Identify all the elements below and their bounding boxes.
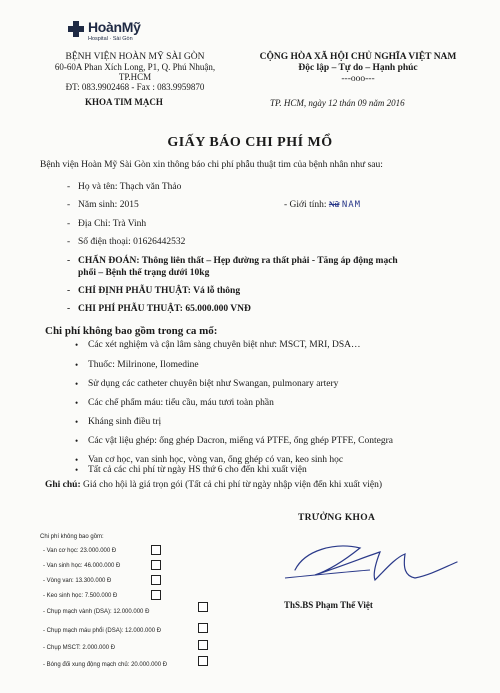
handwritten-signature xyxy=(275,530,475,600)
hospital-address: 60-60A Phan Xích Long, P1, Q. Phú Nhuận, TP.HCM xyxy=(54,62,216,82)
surgery-label: CHỈ ĐỊNH PHẪU THUẬT: xyxy=(78,286,191,296)
hospital-name: BỆNH VIỆN HOÀN MỸ SÀI GÒN xyxy=(65,52,205,62)
cost-item-aortic-balloon: - Bóng đối xung động mạch chủ: 20.000.000 Đ xyxy=(43,662,168,668)
cost-item-mechanical-valve: - Van cơ học: 23.000.000 Đ xyxy=(43,548,117,554)
department-name: KHOA TIM MẠCH xyxy=(85,97,163,107)
patient-address-label: Địa Chỉ: xyxy=(78,219,111,229)
patient-address-row: - Địa Chỉ: Trà Vinh xyxy=(67,219,147,229)
cost-row: - CHI PHÍ PHẪU THUẬT: 65.000.000 VNĐ xyxy=(67,304,251,314)
cost-item-coronary-dsa: - Chụp mạch vành (DSA): 12.000.000 Đ xyxy=(43,609,150,615)
doctor-name: ThS.BS Phạm Thế Việt xyxy=(284,600,373,610)
hospital-logo xyxy=(68,19,198,49)
surgery-cost: 65.000.000 VNĐ xyxy=(185,304,251,314)
patient-dob-label: Năm sinh: xyxy=(78,200,118,210)
patient-gender-label: - Giới tính: xyxy=(284,200,327,210)
excluded-item: • Van cơ học, van sinh học, vòng van, ống ghép có van, keo sinh học xyxy=(75,455,344,465)
diagnosis-line1: Thông liên thất – Hẹp đường ra thất phải - Tăng áp động mạch xyxy=(141,256,398,266)
excluded-section-title: Chi phí không bao gồm trong ca mổ: xyxy=(45,325,218,337)
cost-item-msct: - Chụp MSCT: 2.000.000 Đ xyxy=(43,645,116,651)
excluded-item: • Sử dụng các catheter chuyên biệt như Swangan, pulmonary artery xyxy=(75,379,339,389)
signature-title: TRƯỞNG KHOA xyxy=(298,513,376,523)
logo-brand: HoànMỹ xyxy=(88,19,141,35)
surgery-row: - CHỈ ĐỊNH PHẪU THUẬT: Vá lỗ thông xyxy=(67,286,241,296)
patient-phone: 01626442532 xyxy=(133,237,186,247)
patient-name: Thạch văn Thảo xyxy=(119,182,182,192)
nation-motto: Độc lập – Tự do – Hạnh phúc xyxy=(298,63,418,73)
document-date: TP. HCM, ngày 12 thán 09 năm 2016 xyxy=(270,98,405,108)
patient-name-row: - Họ và tên: Thạch văn Thảo xyxy=(67,182,182,192)
costs-title: Chi phí không bao gồm: xyxy=(40,534,104,540)
excluded-item: • Các chế phẩm máu: tiểu cầu, máu tươi toàn phần xyxy=(75,398,274,408)
hospital-header xyxy=(40,52,230,92)
patient-dob: 2015 xyxy=(119,200,139,210)
excluded-item: • Kháng sinh điều trị xyxy=(75,417,162,427)
cost-item-valve-ring: - Vòng van: 13.300.000 Đ xyxy=(43,578,112,584)
surgery-value: Vá lỗ thông xyxy=(193,286,241,296)
excluded-item: • Thuốc: Milrinone, Ilomedine xyxy=(75,360,199,370)
cost-checkbox[interactable] xyxy=(198,602,208,612)
cost-checkbox[interactable] xyxy=(151,545,161,555)
diagnosis-row: - CHẨN ĐOÁN: Thông liên thất – Hẹp đường ra thất phải - Tăng áp động mạch xyxy=(67,256,398,266)
cost-item-bio-valve: - Van sinh học: 46.000.000 Đ xyxy=(43,563,121,569)
logo-subtitle: Hospital · Sài Gòn xyxy=(88,36,133,42)
cost-item-pulmonary-dsa: - Chụp mạch máu phổi (DSA): 12.000.000 Đ xyxy=(43,628,162,634)
patient-phone-label: Số điện thoại: xyxy=(78,237,131,247)
hospital-phone: ĐT: 083.9902468 - Fax : 083.9959870 xyxy=(65,82,205,92)
patient-gender-struck: Nữ xyxy=(328,200,340,209)
patient-address: Trà Vinh xyxy=(112,219,147,229)
excluded-item: • Tất cả các chi phí từ ngày HS thứ 6 cho đến khi xuất viện xyxy=(75,465,307,475)
patient-name-label: Họ và tên: xyxy=(78,182,118,192)
medical-cross-icon xyxy=(68,21,84,37)
patient-gender-row xyxy=(284,200,361,210)
national-header xyxy=(258,52,458,85)
cost-checkbox[interactable] xyxy=(151,575,161,585)
diagnosis-label: CHẨN ĐOÁN: xyxy=(78,256,140,266)
cost-item-bio-glue: - Keo sinh học: 7.500.000 Đ xyxy=(43,593,118,599)
excluded-item: • Các xét nghiệm và cận lâm sàng chuyên biệt như: MSCT, MRI, DSA… xyxy=(75,340,361,350)
cost-checkbox[interactable] xyxy=(198,640,208,650)
intro-text: Bệnh viện Hoàn Mỹ Sài Gòn xin thông báo chi phí phẫu thuật tim của bệnh nhân như sau: xyxy=(40,160,383,170)
note-label: Ghi chú: xyxy=(45,480,81,490)
surgery-cost-label: CHI PHÍ PHẪU THUẬT: xyxy=(78,304,183,314)
document-title: GIẤY BÁO CHI PHÍ MỔ xyxy=(167,135,333,150)
patient-gender-handwritten: NAM xyxy=(341,200,362,210)
excluded-item: • Các vật liệu ghép: ống ghép Dacron, miếng vá PTFE, ống ghép PTFE, Contegra xyxy=(75,436,393,446)
patient-phone-row: - Số điện thoại: 01626442532 xyxy=(67,237,186,247)
patient-dob-row: - Năm sinh: 2015 xyxy=(67,200,139,210)
note-row xyxy=(45,480,382,490)
note-text: Giá cho hội là giá trọn gói (Tất cả chi phí từ ngày nhập viện đến khi xuất viện) xyxy=(83,480,383,490)
cost-checkbox[interactable] xyxy=(198,656,208,666)
cost-checkbox[interactable] xyxy=(198,623,208,633)
diagnosis-line2: phổi – Bệnh thể trạng dưới 10kg xyxy=(78,268,210,278)
nation-divider: ---ooo--- xyxy=(341,74,375,84)
cost-checkbox[interactable] xyxy=(151,560,161,570)
nation-title: CỘNG HÒA XÃ HỘI CHỦ NGHĨA VIỆT NAM xyxy=(259,52,457,62)
cost-checkbox[interactable] xyxy=(151,590,161,600)
